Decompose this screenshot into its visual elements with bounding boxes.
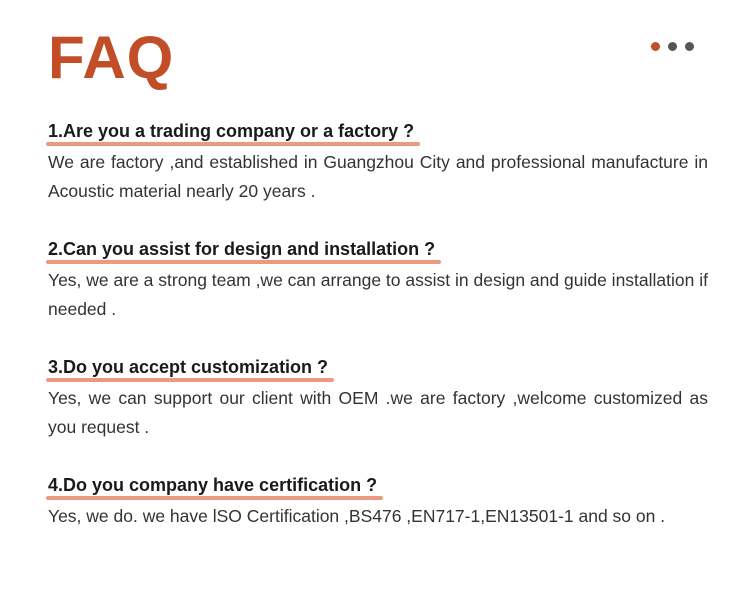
question-underline (46, 260, 441, 264)
faq-item (48, 118, 708, 206)
faq-question (48, 118, 414, 146)
faq-question-text: 2.Can you assist for design and installation ? (48, 239, 436, 259)
faq-question-text: 4.Do you company have certification ? (48, 475, 378, 495)
faq-question-text: 1.Are you a trading company or a factory ? (48, 121, 415, 141)
pagination-dots (651, 42, 694, 51)
dot-active[interactable] (651, 42, 660, 51)
faq-answer: We are factory ,and established in Guangzhou City and professional manufacture in Acoustic material nearly 20 years . (48, 152, 708, 201)
faq-item (48, 354, 708, 442)
question-underline (46, 142, 420, 146)
faq-question-text: 3.Do you accept customization ? (48, 357, 329, 377)
faq-answer: Yes, we are a strong team ,we can arrange to assist in design and guide installation if needed . (48, 270, 708, 319)
question-underline (46, 496, 383, 500)
page-title: FAQ (48, 24, 175, 91)
faq-item (48, 472, 708, 531)
faq-answer: Yes, we can support our client with OEM .we are factory ,welcome customized as you request . (48, 388, 708, 437)
question-underline (46, 378, 334, 382)
dot-inactive[interactable] (685, 42, 694, 51)
faq-question (48, 236, 435, 264)
faq-question (48, 354, 328, 382)
faq-question (48, 472, 377, 500)
faq-item (48, 236, 708, 324)
faq-answer: Yes, we do. we have lSO Certification ,BS476 ,EN717-1,EN13501-1 and so on . (48, 506, 666, 526)
faq-list (48, 118, 708, 561)
dot-inactive[interactable] (668, 42, 677, 51)
